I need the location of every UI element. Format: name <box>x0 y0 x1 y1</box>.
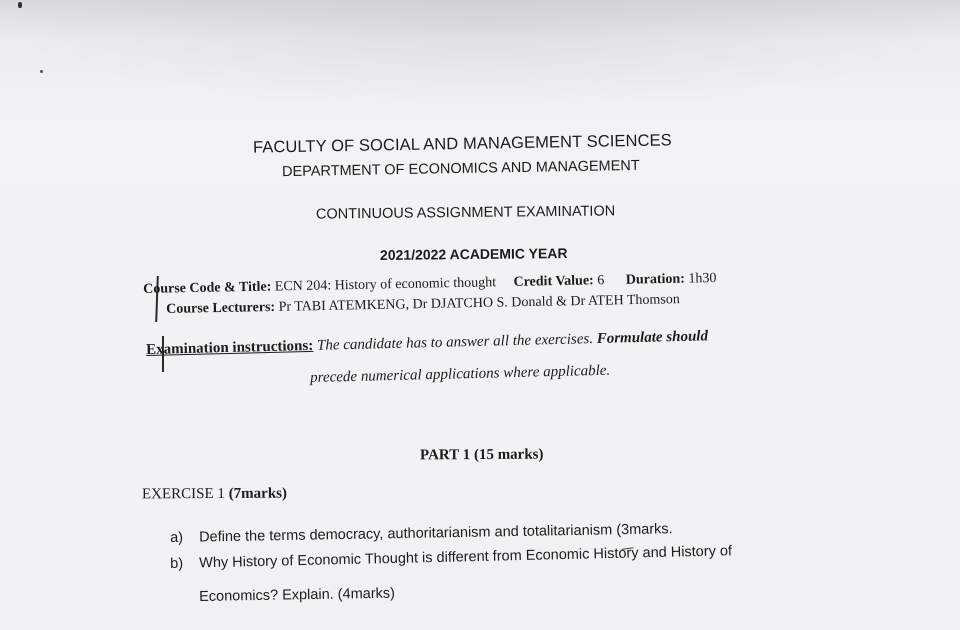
credit-value: 6 <box>597 273 605 289</box>
exercise-name: EXERCISE 1 <box>141 485 225 503</box>
duration-value: 1h30 <box>688 270 717 287</box>
instructions-text-1: The candidate has to answer all the exercises. <box>316 331 594 354</box>
ink-speck <box>40 70 43 73</box>
credit-value-label: Credit Value: <box>513 273 594 290</box>
instructions-label: Examination instructions: <box>146 337 314 358</box>
question-letter: b) <box>170 555 184 572</box>
instructions-text-2: Formulate should <box>596 328 709 347</box>
lecturers-value: Pr TABI ATEMKENG, Dr DJATCHO S. Donald & Dr ATEH Thomson <box>278 292 680 315</box>
paper-show-through <box>0 0 960 110</box>
department-heading: DEPARTMENT OF ECONOMICS AND MANAGEMENT <box>281 157 640 181</box>
question-b <box>170 543 732 572</box>
course-code-label: Course Code & Title: <box>143 279 272 297</box>
lecturers-label: Course Lecturers: <box>166 299 276 317</box>
exercise-title <box>142 486 287 504</box>
part-title: PART 1 (15 marks) <box>419 446 544 464</box>
faculty-heading: FACULTY OF SOCIAL AND MANAGEMENT SCIENCES <box>252 131 672 157</box>
question-b-continuation: Economics? Explain. (4marks) <box>199 585 396 605</box>
course-code-value: ECN 204: History of economic thought <box>274 275 497 295</box>
instructions-line-1 <box>146 328 708 359</box>
ink-dot <box>18 2 22 8</box>
academic-year-heading: 2021/2022 ACADEMIC YEAR <box>379 245 568 263</box>
question-text: Define the terms democracy, authoritarianism and totalitarianism (3marks. <box>198 521 673 546</box>
question-a <box>170 521 673 546</box>
instructions-line-2: precede numerical applications where applicable. <box>310 362 611 386</box>
exercise-marks: (7marks) <box>228 485 288 502</box>
question-text: Why History of Economic Thought is different from Economic History and History of <box>198 543 733 572</box>
exam-type-heading: CONTINUOUS ASSIGNMENT EXAMINATION <box>315 203 616 223</box>
question-letter: a) <box>170 529 184 546</box>
duration-label: Duration: <box>625 271 686 288</box>
